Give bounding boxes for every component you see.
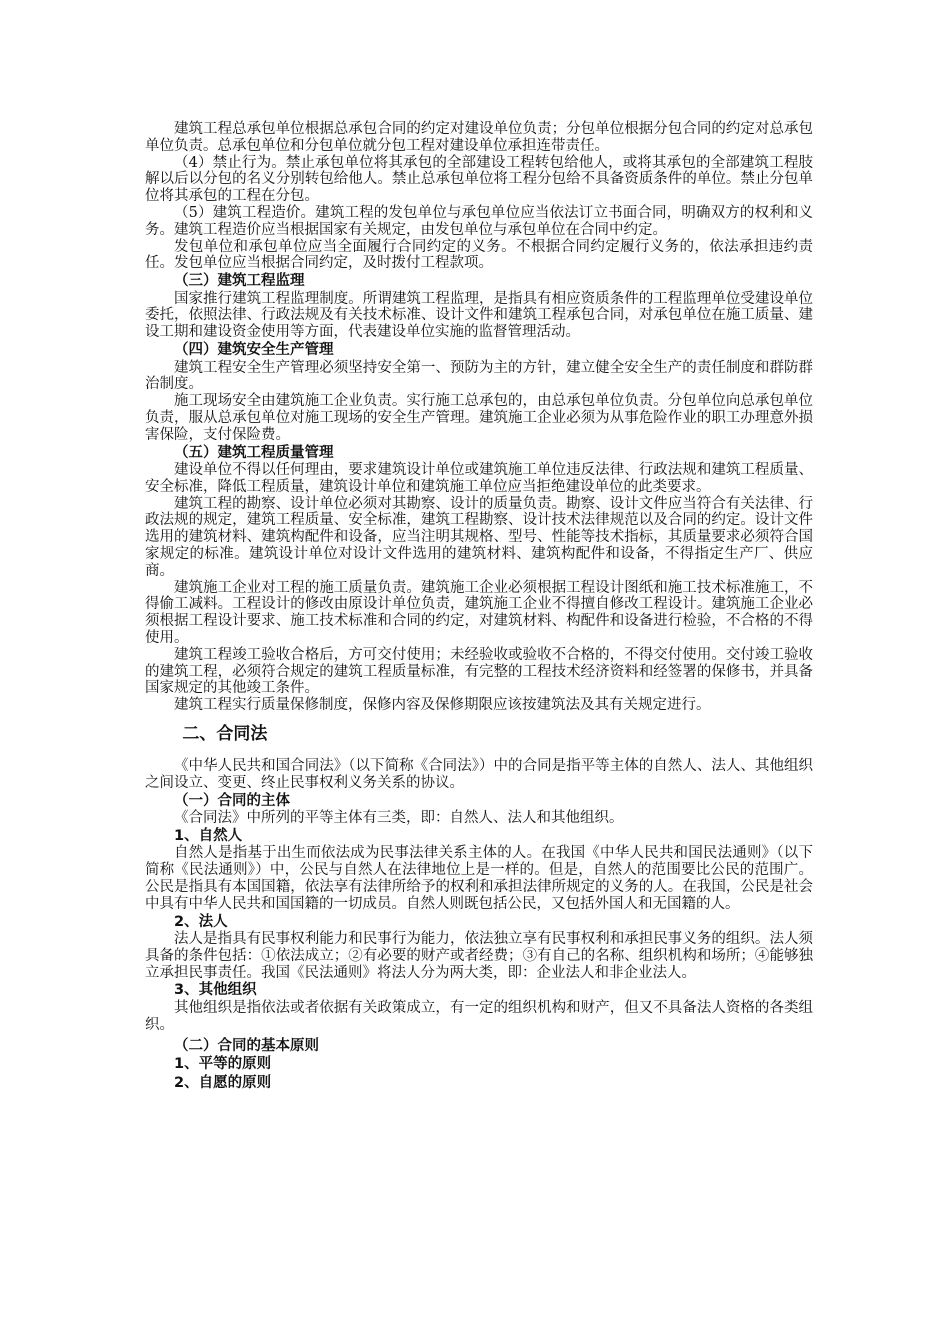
paragraph-contract-definition: 《中华人民共和国合同法》（以下简称《合同法》）中的合同是指平等主体的自然人、法人、其他组织之间设立、变更、终止民事权利义务关系的协议。 (145, 758, 813, 791)
heading-safety: （四）建筑安全生产管理 (174, 342, 334, 359)
paragraph-quality-construction: 建筑施工企业对工程的施工质量负责。建筑施工企业必须根据工程设计图纸和施工技术标准施工，不得偷工减料。工程设计的修改由原设计单位负责，建筑施工企业不得擅自修改工程设计。建筑施工企业必须根据工程设计要求、施工技术标准和合同的约定，对建筑材料、构配件和设备进行检验，不合格的不得使用。 (145, 579, 813, 647)
paragraph-quality-design: 建筑工程的勘察、设计单位必须对其勘察、设计的质量负责。勘察、设计文件应当符合有关法律、行政法规的规定，建筑工程质量、安全标准，建筑工程勘察、设计技术法律规范以及合同的约定。设计文件选用的建筑材料、建筑构配件和设备，应当注明其规格、型号、性能等技术指标，其质量要求必须符合国家规定的标准。建筑设计单位对设计文件选用的建筑材料、建筑构配件和设备，不得指定生产厂、供应商。 (145, 495, 813, 579)
paragraph-acceptance: 建筑工程竣工验收合格后，方可交付使用；未经验收或验收不合格的，不得交付使用。交付竣工验收的建筑工程，必须符合规定的建筑工程质量标准，有完整的工程技术经济资料和经签署的保修书，并具备国家规定的其他竣工条件。 (145, 646, 813, 697)
heading-legal-person: 2、法人 (174, 913, 228, 930)
paragraph-natural-person: 自然人是指基于出生而依法成为民事法律关系主体的人。在我国《中华人民共和国民法通则》（以下简称《民法通则》）中，公民与自然人在法律地位上是一样的。但是，自然人的范围要比公民的范围广。公民是指具有本国国籍，依法享有法律所给予的权利和承担法律所规定的义务的人。在我国，公民是社会中具有中华人民共和国国籍的一切成员。自然人则既包括公民，又包括外国人和无国籍的人。 (145, 845, 813, 912)
paragraph-legal-person: 法人是指具有民事权利能力和民事行为能力，依法独立享有民事权利和承担民事义务的组织。法人须具备的条件包括：①依法成立；②有必要的财产或者经费；③有自己的名称、组织机构和场所；④能够独立承担民事责任。我国《民法通则》将法人分为两大类，即：企业法人和非企业法人。 (145, 931, 813, 981)
heading-quality: （五）建筑工程质量管理 (174, 444, 334, 461)
heading-natural-person: 1、自然人 (174, 827, 243, 844)
paragraph-project-cost: （5）建筑工程造价。建筑工程的发包单位与承包单位应当依法订立书面合同，明确双方的权利和义务。建筑工程造价应当根据国家有关规定，由发包单位与承包单位在合同中约定。 (145, 204, 813, 238)
heading-basic-principles: （二）合同的基本原则 (174, 1037, 319, 1054)
heading-other-organization: 3、其他组织 (174, 982, 257, 999)
paragraph-general-contract: 建筑工程总承包单位根据总承包合同的约定对建设单位负责；分包单位根据分包合同的约定对总承包单位负责。总承包单位和分包单位就分包工程对建设单位承担连带责任。 (145, 121, 813, 154)
heading-contract-subject: （一）合同的主体 (174, 792, 290, 809)
paragraph-subject-types: 《合同法》中所列的平等主体有三类，即：自然人、法人和其他组织。 (174, 810, 624, 827)
paragraph-site-safety: 施工现场安全由建筑施工企业负责。实行施工总承包的，由总承包单位负责。分包单位向总承包单位负责，服从总承包单位对施工现场的安全生产管理。建筑施工企业必须为从事危险作业的职工办理意外损害保险，支付保险费。 (145, 393, 813, 443)
heading-supervision: （三）建筑工程监理 (174, 273, 305, 290)
paragraph-warranty: 建筑工程实行质量保修制度，保修内容及保修期限应该按建筑法及其有关规定进行。 (174, 697, 711, 714)
paragraph-safety-policy: 建筑工程安全生产管理必须坚持安全第一、预防为主的方针，建立健全安全生产的责任制度和群防群治制度。 (145, 359, 813, 393)
paragraph-prohibited-acts: （4）禁止行为。禁止承包单位将其承包的全部建设工程转包给他人，或将其承包的全部建筑工程肢解以后以分包的名义分别转包给他人。禁止总承包单位将工程分包给不具备资质条件的单位。禁止分包单位将其承包的工程在分包。 (145, 154, 813, 205)
paragraph-quality-owner: 建设单位不得以任何理由，要求建筑设计单位或建筑施工单位违反法律、行政法规和建筑工程质量、安全标准，降低工程质量，建筑设计单位和建筑施工单位应当拒绝建设单位的此类要求。 (145, 462, 813, 495)
paragraph-supervision: 国家推行建筑工程监理制度。所谓建筑工程监理，是指具有相应资质条件的工程监理单位受建设单位委托，依照法律、行政法规及有关技术标准、设计文件和建筑工程承包合同，对承包单位在施工质量、建设工期和建设资金使用等方面，代表建设单位实施的监督管理活动。 (145, 290, 813, 341)
heading-contract-law: 二、合同法 (182, 724, 268, 744)
paragraph-other-organization: 其他组织是指依法或者依据有关政策成立，有一定的组织机构和财产，但又不具备法人资格的各类组织。 (145, 999, 813, 1033)
heading-principle-voluntary: 2、自愿的原则 (174, 1074, 272, 1091)
document-page (145, 121, 813, 1092)
paragraph-contract-obligation: 发包单位和承包单位应当全面履行合同约定的义务。不根据合同约定履行义务的，依法承担违约责任。发包单位应当根据合同约定，及时拨付工程款项。 (145, 238, 813, 272)
heading-principle-equality: 1、平等的原则 (174, 1056, 272, 1073)
